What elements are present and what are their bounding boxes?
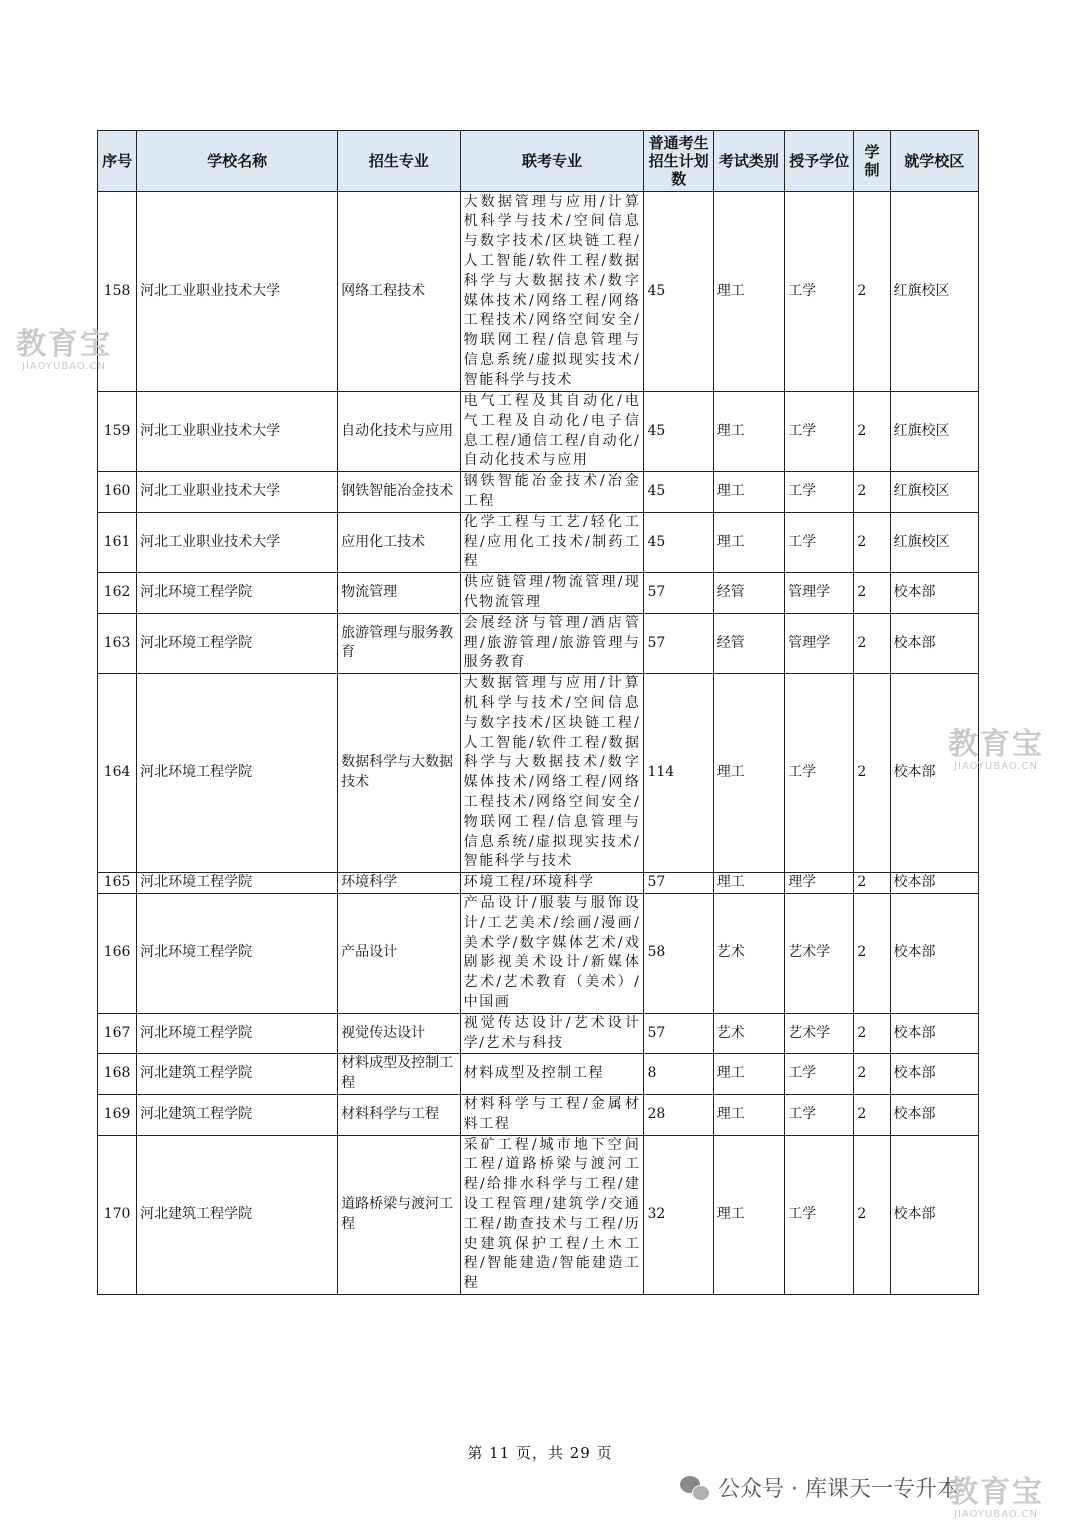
cell-number: 165 — [98, 873, 137, 894]
cell-joint-major: 会展经济与管理/酒店管理/旅游管理/旅游管理与服务教育 — [460, 613, 644, 673]
watermark-brand: 教育宝 — [948, 727, 1044, 762]
cell-number: 168 — [98, 1054, 137, 1095]
header-cell: 授予学位 — [785, 131, 854, 192]
cell-school: 河北环境工程学院 — [137, 613, 338, 673]
cell-school: 河北工业职业技术大学 — [137, 192, 338, 392]
cell-plan-count: 58 — [644, 893, 713, 1013]
cell-campus: 校本部 — [890, 573, 978, 614]
table-row — [98, 1054, 979, 1095]
cell-exam-category: 理工 — [713, 392, 784, 472]
cell-exam-category: 理工 — [713, 192, 784, 392]
table-row — [98, 512, 979, 572]
table-row — [98, 613, 979, 673]
cell-exam-category: 经管 — [713, 573, 784, 614]
cell-number: 161 — [98, 512, 137, 572]
cell-duration: 2 — [854, 573, 890, 614]
cell-school: 河北工业职业技术大学 — [137, 392, 338, 472]
cell-plan-count: 45 — [644, 392, 713, 472]
cell-campus: 校本部 — [890, 1135, 978, 1294]
cell-major: 材料科学与工程 — [338, 1094, 461, 1135]
cell-number: 169 — [98, 1094, 137, 1135]
cell-exam-category: 理工 — [713, 1054, 784, 1095]
cell-number: 166 — [98, 893, 137, 1013]
cell-number: 158 — [98, 192, 137, 392]
cell-plan-count: 8 — [644, 1054, 713, 1095]
watermark-domain: JIAOYUBAO.CN — [954, 1509, 1038, 1520]
cell-number: 167 — [98, 1013, 137, 1054]
cell-campus: 红旗校区 — [890, 472, 978, 513]
cell-exam-category: 理工 — [713, 472, 784, 513]
cell-duration: 2 — [854, 192, 890, 392]
cell-joint-major: 大数据管理与应用/计算机科学与技术/空间信息与数字技术/区块链工程/人工智能/软件工程/数据科学与大数据技术/数字媒体技术/网络工程/网络工程技术/网络空间安全/物联网工程/信息管理与信息系统/虚拟现实技术/智能科学与技术 — [460, 192, 644, 392]
cell-duration: 2 — [854, 613, 890, 673]
cell-plan-count: 57 — [644, 873, 713, 894]
cell-degree: 工学 — [785, 192, 854, 392]
cell-degree: 工学 — [785, 512, 854, 572]
cell-duration: 2 — [854, 1054, 890, 1095]
cell-major: 数据科学与大数据技术 — [338, 674, 461, 873]
cell-exam-category: 理工 — [713, 1135, 784, 1294]
table-row — [98, 674, 979, 873]
cell-school: 河北环境工程学院 — [137, 893, 338, 1013]
cell-joint-major: 采矿工程/城市地下空间工程/道路桥梁与渡河工程/给排水科学与工程/建设工程管理/建筑学/交通工程/勘查技术与工程/历史建筑保护工程/土木工程/智能建造/智能建造工程 — [460, 1135, 644, 1294]
cell-degree: 工学 — [785, 392, 854, 472]
cell-campus: 校本部 — [890, 1054, 978, 1095]
cell-campus: 红旗校区 — [890, 512, 978, 572]
cell-campus: 校本部 — [890, 1013, 978, 1054]
cell-degree: 艺术学 — [785, 893, 854, 1013]
cell-joint-major: 大数据管理与应用/计算机科学与技术/空间信息与数字技术/区块链工程/人工智能/软件工程/数据科学与大数据技术/数字媒体技术/网络工程/网络工程技术/网络空间安全/物联网工程/信息管理与信息系统/虚拟现实技术/智能科学与技术 — [460, 674, 644, 873]
table-row — [98, 472, 979, 513]
cell-duration: 2 — [854, 1013, 890, 1054]
cell-major: 产品设计 — [338, 893, 461, 1013]
cell-school: 河北环境工程学院 — [137, 573, 338, 614]
cell-plan-count: 57 — [644, 1013, 713, 1054]
watermark — [948, 1475, 1044, 1520]
cell-major: 视觉传达设计 — [338, 1013, 461, 1054]
cell-exam-category: 理工 — [713, 674, 784, 873]
cell-joint-major: 材料科学与工程/金属材料工程 — [460, 1094, 644, 1135]
cell-joint-major: 钢铁智能冶金技术/冶金工程 — [460, 472, 644, 513]
cell-school: 河北环境工程学院 — [137, 873, 338, 894]
header-cell: 序号 — [98, 131, 137, 192]
cell-major: 物流管理 — [338, 573, 461, 614]
cell-number: 163 — [98, 613, 137, 673]
cell-campus: 红旗校区 — [890, 392, 978, 472]
cell-plan-count: 45 — [644, 192, 713, 392]
cell-plan-count: 57 — [644, 613, 713, 673]
header-cell: 联考专业 — [460, 131, 644, 192]
cell-duration: 2 — [854, 1135, 890, 1294]
cell-plan-count: 45 — [644, 512, 713, 572]
cell-major: 网络工程技术 — [338, 192, 461, 392]
cell-plan-count: 114 — [644, 674, 713, 873]
enrollment-plan-table — [97, 130, 979, 1295]
cell-campus: 校本部 — [890, 613, 978, 673]
cell-exam-category: 经管 — [713, 613, 784, 673]
wechat-icon — [680, 1476, 710, 1500]
table-row — [98, 893, 979, 1013]
cell-plan-count: 45 — [644, 472, 713, 513]
table-row — [98, 873, 979, 894]
cell-duration: 2 — [854, 472, 890, 513]
table-row — [98, 192, 979, 392]
cell-number: 159 — [98, 392, 137, 472]
cell-school: 河北环境工程学院 — [137, 1013, 338, 1054]
watermark-domain: JIAOYUBAO.CN — [954, 761, 1038, 772]
cell-exam-category: 理工 — [713, 1094, 784, 1135]
cell-degree: 管理学 — [785, 573, 854, 614]
cell-degree: 管理学 — [785, 613, 854, 673]
watermark — [16, 327, 112, 372]
cell-major: 旅游管理与服务教育 — [338, 613, 461, 673]
table-row — [98, 1135, 979, 1294]
cell-campus: 校本部 — [890, 1094, 978, 1135]
cell-plan-count: 57 — [644, 573, 713, 614]
cell-degree: 艺术学 — [785, 1013, 854, 1054]
cell-campus: 校本部 — [890, 674, 978, 873]
cell-duration: 2 — [854, 392, 890, 472]
cell-exam-category: 艺术 — [713, 893, 784, 1013]
header-cell: 普通考生招生计划数 — [644, 131, 713, 192]
cell-duration: 2 — [854, 893, 890, 1013]
header-cell: 就学校区 — [890, 131, 978, 192]
cell-campus: 校本部 — [890, 893, 978, 1013]
cell-degree: 工学 — [785, 472, 854, 513]
cell-joint-major: 电气工程及其自动化/电气工程及自动化/电子信息工程/通信工程/自动化/自动化技术与应用 — [460, 392, 644, 472]
cell-degree: 工学 — [785, 1094, 854, 1135]
header-cell: 学制 — [854, 131, 890, 192]
cell-exam-category: 理工 — [713, 512, 784, 572]
cell-plan-count: 28 — [644, 1094, 713, 1135]
cell-duration: 2 — [854, 512, 890, 572]
cell-duration: 2 — [854, 873, 890, 894]
cell-school: 河北建筑工程学院 — [137, 1094, 338, 1135]
cell-joint-major: 材料成型及控制工程 — [460, 1054, 644, 1095]
cell-school: 河北建筑工程学院 — [137, 1054, 338, 1095]
cell-number: 160 — [98, 472, 137, 513]
cell-campus: 红旗校区 — [890, 192, 978, 392]
cell-joint-major: 供应链管理/物流管理/现代物流管理 — [460, 573, 644, 614]
cell-joint-major: 环境工程/环境科学 — [460, 873, 644, 894]
cell-major: 钢铁智能冶金技术 — [338, 472, 461, 513]
cell-joint-major: 化学工程与工艺/轻化工程/应用化工技术/制药工程 — [460, 512, 644, 572]
cell-duration: 2 — [854, 1094, 890, 1135]
cell-number: 162 — [98, 573, 137, 614]
cell-joint-major: 产品设计/服装与服饰设计/工艺美术/绘画/漫画/美术学/数字媒体艺术/戏剧影视美术设计/新媒体艺术/艺术教育（美术）/中国画 — [460, 893, 644, 1013]
cell-joint-major: 视觉传达设计/艺术设计学/艺术与科技 — [460, 1013, 644, 1054]
cell-duration: 2 — [854, 674, 890, 873]
cell-number: 164 — [98, 674, 137, 873]
cell-school: 河北环境工程学院 — [137, 674, 338, 873]
cell-exam-category: 艺术 — [713, 1013, 784, 1054]
header-cell: 学校名称 — [137, 131, 338, 192]
cell-major: 环境科学 — [338, 873, 461, 894]
cell-major: 自动化技术与应用 — [338, 392, 461, 472]
header-cell: 考试类别 — [713, 131, 784, 192]
cell-exam-category: 理工 — [713, 873, 784, 894]
cell-major: 应用化工技术 — [338, 512, 461, 572]
cell-major: 材料成型及控制工程 — [338, 1054, 461, 1095]
wechat-account-label — [680, 1472, 959, 1503]
table-row — [98, 1013, 979, 1054]
watermark — [948, 727, 1044, 772]
header-cell: 招生专业 — [338, 131, 461, 192]
cell-school: 河北建筑工程学院 — [137, 1135, 338, 1294]
cell-plan-count: 32 — [644, 1135, 713, 1294]
cell-school: 河北工业职业技术大学 — [137, 472, 338, 513]
cell-degree: 工学 — [785, 1135, 854, 1294]
wechat-account-text: 公众号 · 库课天一专升本 — [718, 1477, 959, 1502]
cell-major: 道路桥梁与渡河工程 — [338, 1135, 461, 1294]
table-row — [98, 573, 979, 614]
cell-degree: 工学 — [785, 1054, 854, 1095]
watermark-brand: 教育宝 — [16, 327, 112, 362]
table-row — [98, 1094, 979, 1135]
table-row — [98, 392, 979, 472]
watermark-domain: JIAOYUBAO.CN — [22, 361, 106, 372]
watermark-brand: 教育宝 — [948, 1475, 1044, 1510]
cell-degree: 理学 — [785, 873, 854, 894]
cell-school: 河北工业职业技术大学 — [137, 512, 338, 572]
page-number: 第 11 页，共 29 页 — [467, 1444, 613, 1462]
cell-number: 170 — [98, 1135, 137, 1294]
table-header-row — [98, 131, 979, 192]
cell-degree: 工学 — [785, 674, 854, 873]
cell-campus: 校本部 — [890, 873, 978, 894]
